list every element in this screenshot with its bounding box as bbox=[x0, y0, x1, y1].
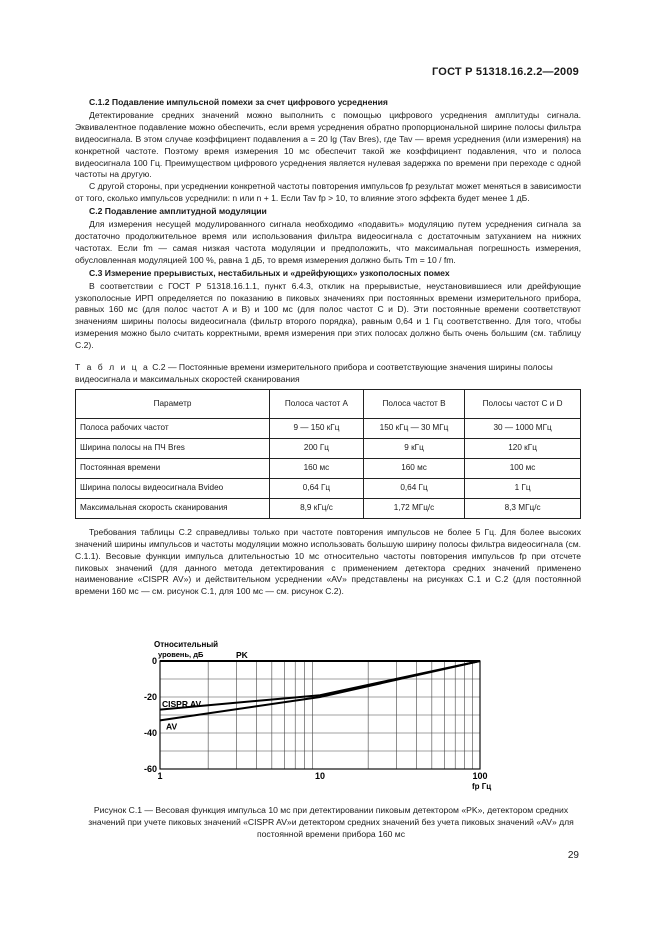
y-tick-label: -20 bbox=[143, 692, 157, 702]
page-number: 29 bbox=[567, 850, 579, 861]
table-header-cell: Полоса частот B bbox=[363, 389, 464, 418]
series-label: PK bbox=[236, 650, 248, 660]
series-label: AV bbox=[166, 721, 178, 732]
table-cell: 100 мс bbox=[465, 458, 581, 478]
table-cell: Полоса рабочих частот bbox=[76, 418, 270, 438]
table-row bbox=[76, 458, 581, 478]
y-tick-label: -40 bbox=[143, 728, 157, 738]
table-caption-prefix: Т а б л и ц а bbox=[75, 362, 150, 373]
table-cell: Ширина полосы на ПЧ Bres bbox=[76, 438, 270, 458]
table-cell: 1 Гц bbox=[465, 478, 581, 498]
table-header-cell: Полосы частот C и D bbox=[465, 389, 581, 418]
section-c3-heading: С.3 Измерение прерывистых, нестабильных и «дрейфующих» узкополосных помех bbox=[89, 267, 450, 278]
table-cell: 0,64 Гц bbox=[270, 478, 364, 498]
table-cell: 8,9 кГц/с bbox=[270, 498, 364, 518]
weighting-function-chart bbox=[0, 633, 661, 803]
table-row bbox=[76, 438, 581, 458]
table-cell: 8,3 МГц/с bbox=[465, 498, 581, 518]
table-cell: 1,72 МГц/с bbox=[363, 498, 464, 518]
table-cell: 200 Гц bbox=[270, 438, 364, 458]
y-axis-label-units: уровень, дБ bbox=[158, 650, 204, 659]
section-c12-heading: С.1.2 Подавление импульсной помехи за счет цифрового усреднения bbox=[89, 97, 388, 107]
table-row bbox=[76, 418, 581, 438]
table-cell: 150 кГц — 30 МГц bbox=[363, 418, 464, 438]
section-c2-paragraph-1: Для измерения несущей модулированного сигнала необходимо «подавить» модуляцию путем усреднения сигнала за достаточно продолжительное время или использования фильтра видеосигнала с достаточным затуханием на нижних частотах. Если fm — самая низкая частота модуляции и предположить, что максимальная погрешность измерения, обусловленная модуляцией 100 %, равна 1 дБ, то время измерения должно быть Tm = 10 / fm. bbox=[75, 219, 581, 265]
table-cell: Постоянная времени bbox=[76, 458, 270, 478]
table-header-row bbox=[76, 389, 581, 418]
parameters-table bbox=[75, 389, 581, 519]
table-cell: 30 — 1000 МГц bbox=[465, 418, 581, 438]
page-content bbox=[75, 96, 581, 598]
section-c12-paragraph-2: С другой стороны, при усреднении конкретной частоты повторения импульсов fp результат может меняться в зависимости от того, сколько импульсов усреднили: n или n + 1. Если Tav fp > 10, то влияние этого эффекта будет менее 1 дБ. bbox=[75, 181, 581, 204]
table-cell: 160 мс bbox=[270, 458, 364, 478]
section-c3-paragraph-1: В соответствии с ГОСТ Р 51318.16.1.1, пункт 6.4.3, отклик на прерывистые, неустановившиеся или дрейфующие узкополосные ИРП определяется по показанию в пиковых значениях при постоянных времени измерительного прибора, равных 160 мс (для полос частот A и B) и 100 мс (для полос частот C и D). Эти постоянные времени соответствуют значениям ширины полосы видеосигнала (фильтр второго порядка), равным 0,64 и 1 Гц соответственно. Для того, чтобы измерения можно было считать корректными, время измерения при этих полосах должно быть очень большим (см. таблицу С.2). bbox=[75, 280, 581, 351]
table-row bbox=[76, 478, 581, 498]
table-cell: 160 мс bbox=[363, 458, 464, 478]
y-axis-label: Относительный bbox=[154, 640, 219, 649]
y-tick-label: -60 bbox=[143, 764, 157, 774]
table-header-cell: Параметр bbox=[76, 389, 270, 418]
standard-header: ГОСТ Р 51318.16.2.2—2009 bbox=[432, 66, 579, 78]
x-tick-label: 10 bbox=[314, 771, 326, 781]
x-tick-label: 100 bbox=[472, 771, 488, 781]
table-row bbox=[76, 498, 581, 518]
figure-c1 bbox=[0, 633, 661, 803]
x-tick-label: 1 bbox=[157, 771, 163, 781]
after-table-paragraph: Требования таблицы С.2 справедливы только при частоте повторения импульсов не более 5 Гц. Для более высоких значений ширины импульсов и частоты модуляции можно использовать большую ширину полосы фильтра видеосигнала (см. С.1.1). Весовые функции импульса длительностью 10 мс относительно частоты повторения импульсов fp при отсчете пиковых значений (для данного метода детектирования с применением детектора средних значений применено наименование «CISPR AV») и действительном усреднении «AV» представлены на рисунках С.1 и С.2 (для постоянной времени 160 мс — см. рисунок С.1, для 100 мс — см. рисунок С.2). bbox=[75, 526, 581, 597]
series-label: CISPR AV bbox=[162, 699, 202, 710]
table-caption-text: С.2 — Постоянные времени измерительного прибора и соответствующие значения ширины полосы видеосигнала и максимальных скоростей сканирования bbox=[75, 362, 553, 384]
table-cell: 9 — 150 кГц bbox=[270, 418, 364, 438]
x-axis-label: fp Гц bbox=[472, 782, 492, 791]
table-caption bbox=[75, 362, 581, 386]
table-cell: 0,64 Гц bbox=[363, 478, 464, 498]
table-cell: 120 кГц bbox=[465, 438, 581, 458]
table-cell: 9 кГц bbox=[363, 438, 464, 458]
figure-caption: Рисунок С.1 — Весовая функция импульса 10 мс при детектировании пиковым детектором «PK», детектором средних значений при учете пиковых значений «CISPR AV»и детектором средних значений без учета пиковых значений «AV» для постоянной времени прибора 160 мс bbox=[88, 805, 574, 839]
table-header-cell: Полоса частот A bbox=[270, 389, 364, 418]
y-tick-label: 0 bbox=[151, 656, 157, 666]
table-cell: Ширина полосы видеосигнала Bvideo bbox=[76, 478, 270, 498]
table-cell: Максимальная скорость сканирования bbox=[76, 498, 270, 518]
section-c2-heading: С.2 Подавление амплитудной модуляции bbox=[89, 206, 267, 217]
section-c12-paragraph-1: Детектирование средних значений можно выполнить с помощью цифрового усреднения амплитуды сигнала. Эквивалентное подавление можно обеспечить, если время усреднения обратно пропорциональной ширине полосы фильтра видеосигнала. В этом случае коэффициент подавления a = 20 lg (Tav Bres), где Tav — время усреднения (или измерения) на конкретной частоте. Поэтому время измерения 10 мс обеспечит такой же коэффициент подавления, что и полоса видеосигнала 100 Гц. Преимуществом цифрового усреднения является нулевая задержка по времени при переходе с одной частоты на другую. bbox=[75, 109, 581, 180]
